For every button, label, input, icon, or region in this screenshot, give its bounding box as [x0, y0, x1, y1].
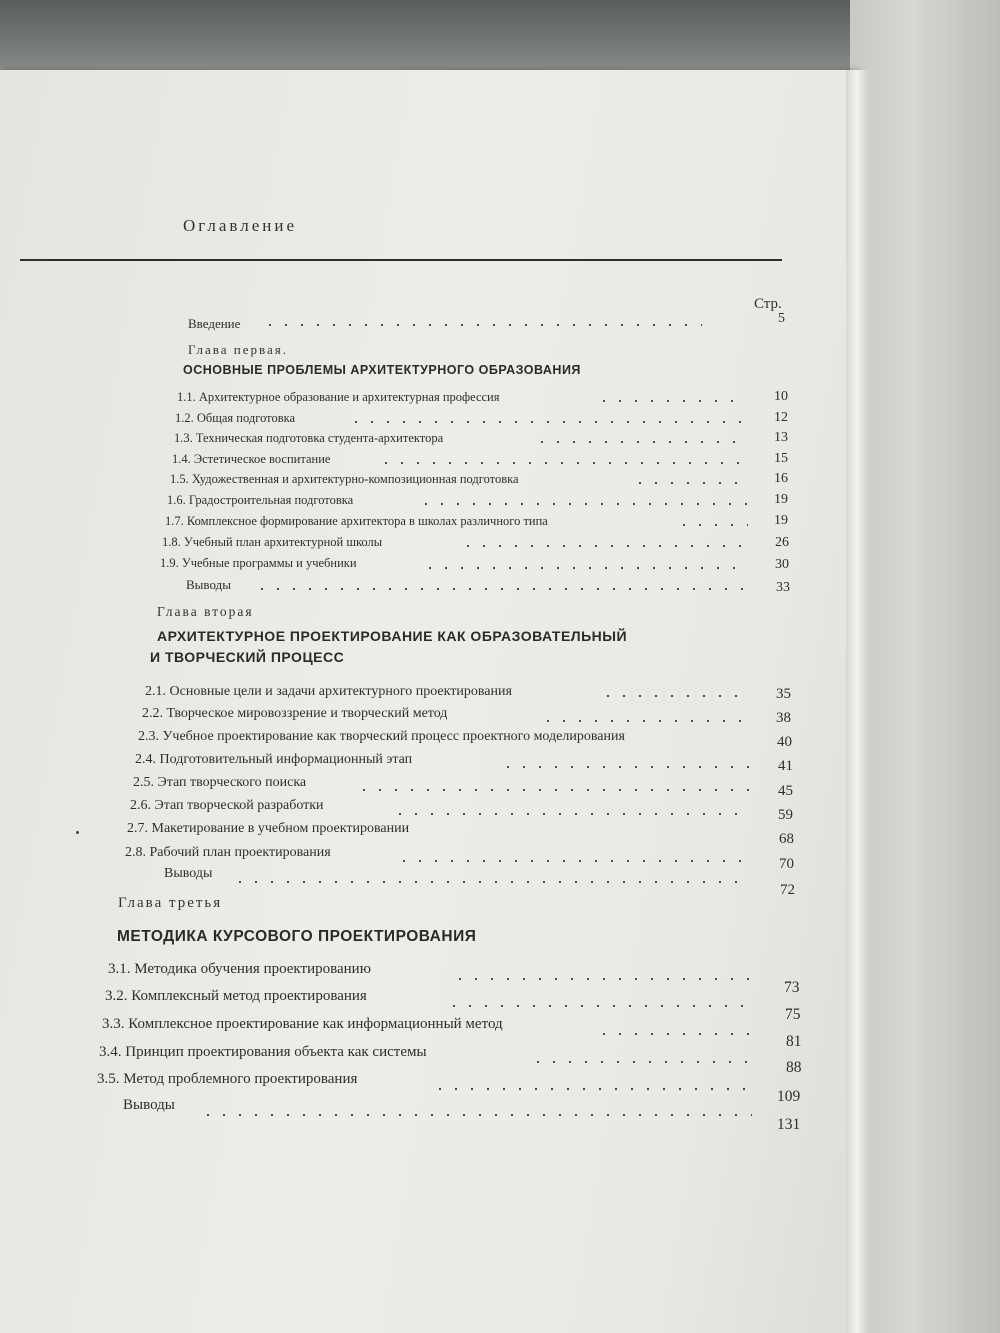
toc-item-2-5: 2.5. Этап творческого поиска [133, 775, 307, 790]
toc-leader [676, 513, 748, 527]
toc-leader [432, 1077, 752, 1091]
toc-item-1-3: 1.3. Техническая подготовка студента-архитектора [174, 431, 444, 445]
toc-page: 35 [776, 686, 791, 702]
toc-leader [452, 967, 752, 981]
toc-item-3-5: 3.5. Метод проблемного проектирования [97, 1071, 358, 1087]
toc-intro-title: Введение [188, 316, 241, 331]
toc-item-1-6: 1.6. Градостроительная подготовка [167, 493, 354, 507]
toc-leader [254, 577, 748, 591]
page-heading: Оглавление [183, 216, 297, 235]
toc-leader [632, 471, 748, 485]
toc-item-1-8: 1.8. Учебный план архитектурной школы [162, 535, 383, 549]
paper-speck [76, 831, 79, 834]
chapter2-title-line2: И ТВОРЧЕСКИЙ ПРОЦЕСС [150, 649, 345, 665]
toc-page: 26 [775, 535, 789, 550]
toc-page: 131 [777, 1116, 801, 1133]
toc-page: 19 [774, 492, 788, 507]
toc-page: 38 [776, 710, 791, 726]
toc-leader [534, 430, 748, 444]
toc-intro-leader [262, 313, 702, 327]
toc-page: 70 [779, 856, 794, 872]
toc-item-3-4: 3.4. Принцип проектирования объекта как системы [99, 1044, 427, 1060]
toc-item-3-3: 3.3. Комплексное проектирование как информационный метод [102, 1016, 503, 1032]
toc-page: 40 [777, 734, 792, 750]
toc-page: 10 [774, 389, 788, 404]
toc-item-2-6: 2.6. Этап творческой разработки [130, 798, 324, 813]
toc-leader [460, 534, 748, 548]
heading-rule [20, 259, 782, 261]
toc-item-3-2: 3.2. Комплексный метод проектирования [105, 988, 367, 1004]
chapter1-label: Глава первая. [188, 342, 288, 357]
toc-page: 41 [778, 758, 793, 774]
toc-page: 72 [780, 882, 795, 898]
toc-page: 109 [777, 1088, 801, 1105]
toc-page: 33 [776, 580, 790, 595]
toc-page: 13 [774, 430, 788, 445]
chapter2-label: Глава вторая [157, 604, 254, 619]
toc-leader [348, 410, 748, 424]
toc-leader [356, 778, 750, 792]
toc-item-1-5: 1.5. Художественная и архитектурно-композиционная подготовка [170, 472, 519, 486]
chapter1-title: ОСНОВНЫЕ ПРОБЛЕМЫ АРХИТЕКТУРНОГО ОБРАЗОВАНИЯ [183, 363, 581, 377]
toc-page: 68 [779, 831, 794, 847]
toc-item-2-3: 2.3. Учебное проектирование как творческий процесс проектного моделирования [138, 729, 625, 744]
toc-page: 45 [778, 783, 793, 799]
toc-page: 59 [778, 807, 793, 823]
toc-item-1-7: 1.7. Комплексное формирование архитектора в школах различного типа [165, 514, 548, 528]
toc-page: 88 [786, 1059, 802, 1076]
toc-leader [596, 1022, 752, 1036]
toc-leader [446, 994, 752, 1008]
page-column-label: Стр. [754, 296, 782, 312]
background-book-cover [850, 0, 1000, 1333]
chapter2-title-line1: АРХИТЕКТУРНОЕ ПРОЕКТИРОВАНИЕ КАК ОБРАЗОВАТЕЛЬНЫЙ [157, 628, 628, 644]
toc-page: 75 [785, 1006, 801, 1023]
toc-page: 16 [774, 471, 788, 486]
toc-item-1-9: 1.9. Учебные программы и учебники [160, 556, 357, 570]
toc-item-2-1: 2.1. Основные цели и задачи архитектурного проектирования [145, 684, 512, 699]
page-edge [846, 70, 868, 1333]
toc-page: 73 [784, 979, 800, 996]
chapter3-title: МЕТОДИКА КУРСОВОГО ПРОЕКТИРОВАНИЯ [117, 928, 477, 945]
toc-leader [540, 709, 750, 723]
toc-item-2-4: 2.4. Подготовительный информационный этап [135, 752, 413, 767]
toc-leader [396, 849, 750, 863]
toc-leader [422, 556, 748, 570]
toc-item-2-conclusions: Выводы [164, 866, 213, 881]
toc-item-2-2: 2.2. Творческое мировоззрение и творческий метод [142, 706, 448, 721]
toc-page: 30 [775, 557, 789, 572]
toc-leader [530, 1050, 752, 1064]
toc-leader [596, 389, 746, 403]
toc-item-3-conclusions: Выводы [123, 1097, 175, 1113]
toc-page: 12 [774, 410, 788, 425]
toc-item-1-1: 1.1. Архитектурное образование и архитектурная профессия [177, 390, 500, 404]
toc-item-3-1: 3.1. Методика обучения проектированию [108, 961, 371, 977]
toc-item-1-4: 1.4. Эстетическое воспитание [172, 452, 331, 466]
toc-page: 15 [774, 451, 788, 466]
toc-page: 19 [774, 513, 788, 528]
toc-leader [418, 492, 748, 506]
toc-leader [232, 870, 750, 884]
toc-leader [378, 451, 748, 465]
toc-leader [500, 755, 750, 769]
chapter3-label: Глава третья [118, 895, 223, 911]
toc-item-2-8: 2.8. Рабочий план проектирования [125, 845, 331, 860]
toc-leader [392, 802, 750, 816]
toc-item-2-7: 2.7. Макетирование в учебном проектировании [127, 821, 410, 836]
toc-intro-page: 5 [778, 311, 785, 326]
toc-item-1-2: 1.2. Общая подготовка [175, 411, 296, 425]
toc-item-1-conclusions: Выводы [186, 577, 231, 592]
toc-leader [200, 1103, 752, 1117]
toc-leader [600, 684, 750, 698]
toc-page: 81 [786, 1033, 802, 1050]
